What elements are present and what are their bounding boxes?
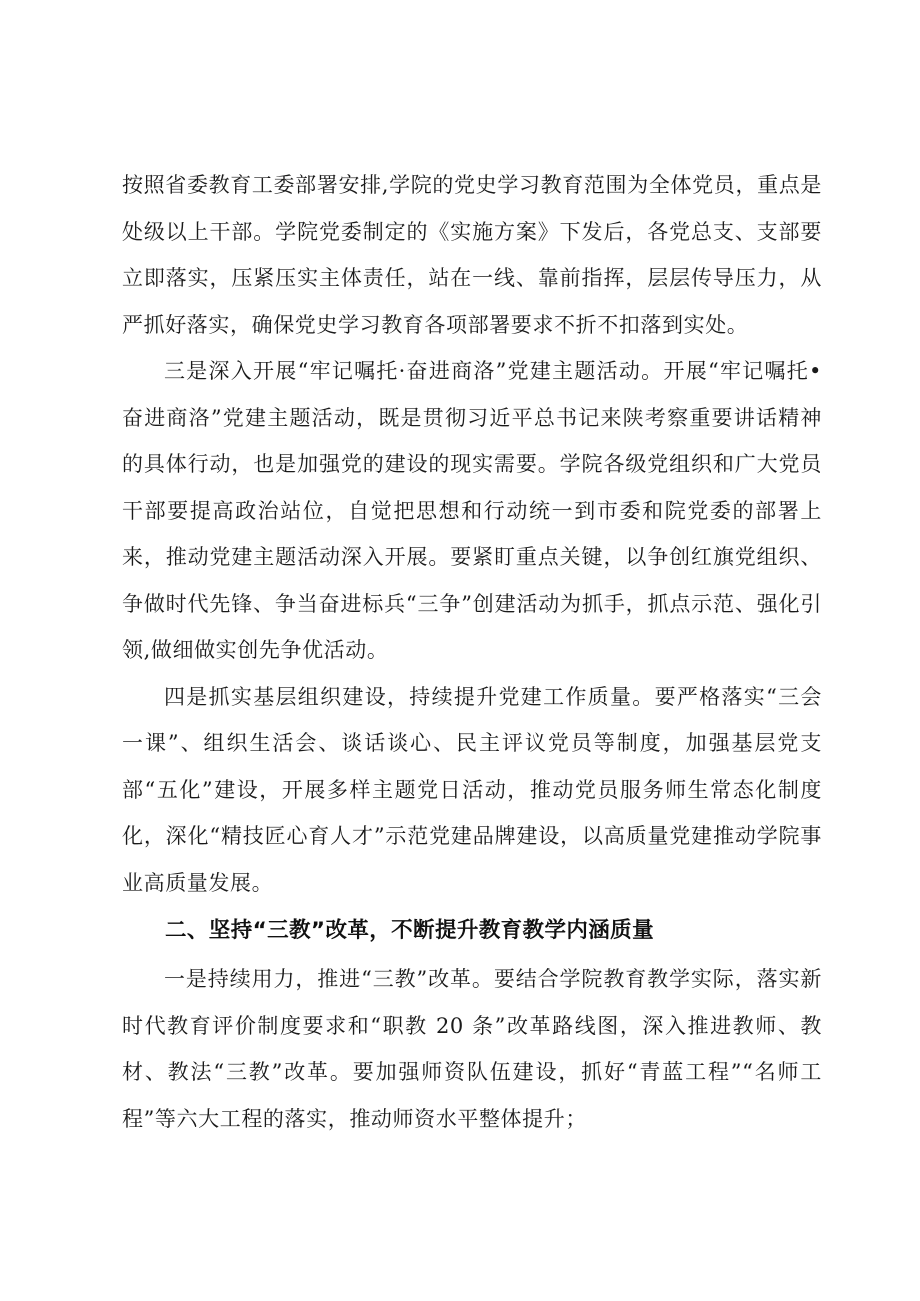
paragraph-continued: 按照省委教育工委部署安排,学院的党史学习教育范围为全体党员，重点是处级以上干部。学院党委制定的《实施方案》下发后，各党总支、支部要立即落实，压紧压实主体责任，站在一线、靠前指挥，层层传导压力，从严抓好落实，确保党史学习教育各项部署要求不折不扣落到实处。 [122, 173, 822, 337]
document-body [122, 162, 822, 1142]
paragraph-item-three: 三是深入开展“牢记嘱托·奋进商洛”党建主题活动。开展“牢记嘱托•奋进商洛”党建主题活动，既是贯彻习近平总书记来陕考察重要讲话精神的具体行动，也是加强党的建设的现实需要。学院各级党组织和广大党员干部要提高政治站位，自觉把思想和行动统一到市委和院党委的部署上来，推动党建主题活动深入开展。要紧盯重点关键，以争创红旗党组织、争做时代先锋、争当奋进标兵“三争”创建活动为抓手，抓点示范、强化引领,做细做实创先争优活动。 [122, 359, 822, 662]
section-heading: 二、坚持“三教”改革，不断提升教育教学内涵质量 [165, 918, 654, 943]
paragraph-item-four: 四是抓实基层组织建设，持续提升党建工作质量。要严格落实“三会一课”、组织生活会、谈话谈心、民主评议党员等制度，加强基层党支部“五化”建设，开展多样主题党日活动，推动党员服务师生常态化制度化，深化“精技匠心育人才”示范党建品牌建设，以高质量党建推动学院事业高质量发展。 [122, 684, 822, 895]
paragraph-item-one: 一是持续用力，推进“三教”改革。要结合学院教育教学实际，落实新时代教育评价制度要求和“职教 20 条”改革路线图，深入推进教师、教材、教法“三教”改革。要加强师资队伍建设，抓好“青蓝工程”“名师工程”等六大工程的落实，推动师资水平整体提升； [122, 967, 822, 1131]
